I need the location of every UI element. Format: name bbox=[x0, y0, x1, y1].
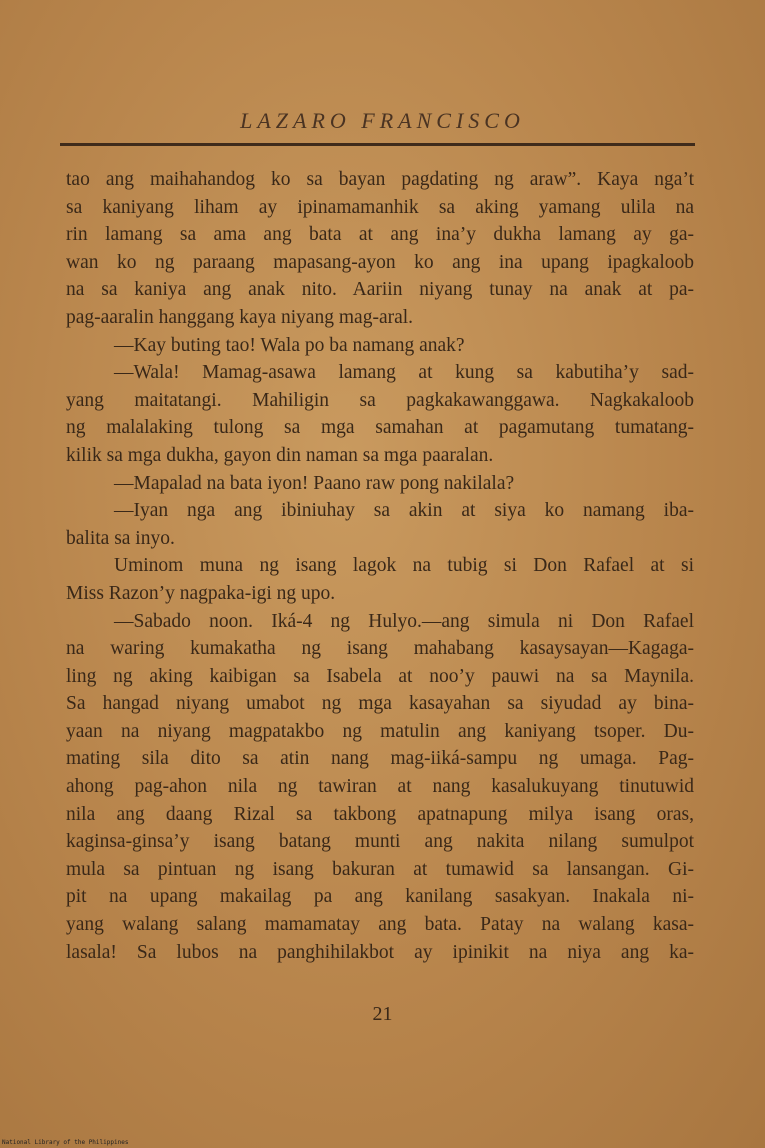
running-header: LAZARO FRANCISCO bbox=[240, 108, 525, 133]
page-number: 21 bbox=[372, 1003, 393, 1025]
text-line: kilik sa mga dukha, gayon din naman sa mga paaralan. bbox=[66, 444, 494, 466]
text-line: yang walang salang mamamatay ang bata. Patay na walang kasa- bbox=[66, 914, 694, 936]
text-line: mating sila dito sa atin nang mag-iiká-sampu ng umaga. Pag- bbox=[66, 748, 694, 770]
text-line: tao ang maihahandog ko sa bayan pagdating ng araw”. Kaya nga’t bbox=[66, 169, 694, 190]
text-line: balita sa inyo. bbox=[66, 527, 175, 549]
text-line: wan ko ng paraang mapasang-ayon ko ang ina upang ipagkaloob bbox=[66, 251, 694, 273]
page-body bbox=[66, 166, 694, 966]
text-line: lasala! Sa lubos na panghihilakbot ay ipinikit na niya ang ka- bbox=[66, 941, 694, 963]
text-line: sa kaniyang liham ay ipinamamanhik sa aking yamang ulila na bbox=[66, 196, 694, 218]
text-line: pag-aaralin hanggang kaya niyang mag-aral. bbox=[66, 306, 414, 328]
text-line: mula sa pintuan ng isang bakuran at tumawid sa lansangan. Gi- bbox=[66, 858, 694, 880]
text-line: ng malalaking tulong sa mga samahan at pagamutang tumatang- bbox=[66, 417, 694, 439]
text-line: rin lamang sa ama ang bata at ang ina’y dukha lamang ay ga- bbox=[66, 224, 694, 246]
text-line: Uminom muna ng isang lagok na tubig si Don Rafael at si bbox=[114, 555, 694, 577]
text-line: —Sabado noon. Iká-4 ng Hulyo.—ang simula ni Don Rafael bbox=[114, 610, 694, 632]
text-line: —Mapalad na bata iyon! Paano raw pong nakilala? bbox=[114, 472, 515, 494]
text-line: na waring kumakatha ng isang mahabang kasaysayan—Kagaga- bbox=[66, 638, 694, 660]
text-line: —Wala! Mamag-asawa lamang at kung sa kabutiha’y sad- bbox=[114, 362, 694, 384]
text-line: nila ang daang Rizal sa takbong apatnapung milya isang oras, bbox=[66, 803, 694, 825]
text-line: kaginsa-ginsa’y isang batang munti ang nakita nilang sumulpot bbox=[66, 831, 694, 853]
library-credit: National Library of the Philippines bbox=[2, 1139, 129, 1146]
text-line: Sa hangad niyang umabot ng mga kasayahan sa siyudad ay bina- bbox=[66, 693, 694, 715]
text-line: yaan na niyang magpatakbo ng matulin ang kaniyang tsoper. Du- bbox=[66, 720, 694, 742]
text-line: yang maitatangi. Mahiligin sa pagkakawanggawa. Nagkakaloob bbox=[66, 389, 694, 411]
text-line: ling ng aking kaibigan sa Isabela at noo’y pauwi na sa Maynila. bbox=[66, 665, 694, 687]
text-line: —Iyan nga ang ibiniuhay sa akin at siya ko namang iba- bbox=[114, 500, 694, 522]
text-line: —Kay buting tao! Wala po ba namang anak? bbox=[114, 334, 465, 356]
text-line: ahong pag-ahon nila ng tawiran at nang kasalukuyang tinutuwid bbox=[66, 776, 694, 798]
text-line: na sa kaniya ang anak nito. Aariin niyang tunay na anak at pa- bbox=[66, 279, 694, 301]
header-rule bbox=[60, 143, 695, 146]
text-line: Miss Razon’y nagpaka-igi ng upo. bbox=[66, 582, 336, 604]
text-line: pit na upang makailag pa ang kanilang sasakyan. Inakala ni- bbox=[66, 886, 694, 908]
